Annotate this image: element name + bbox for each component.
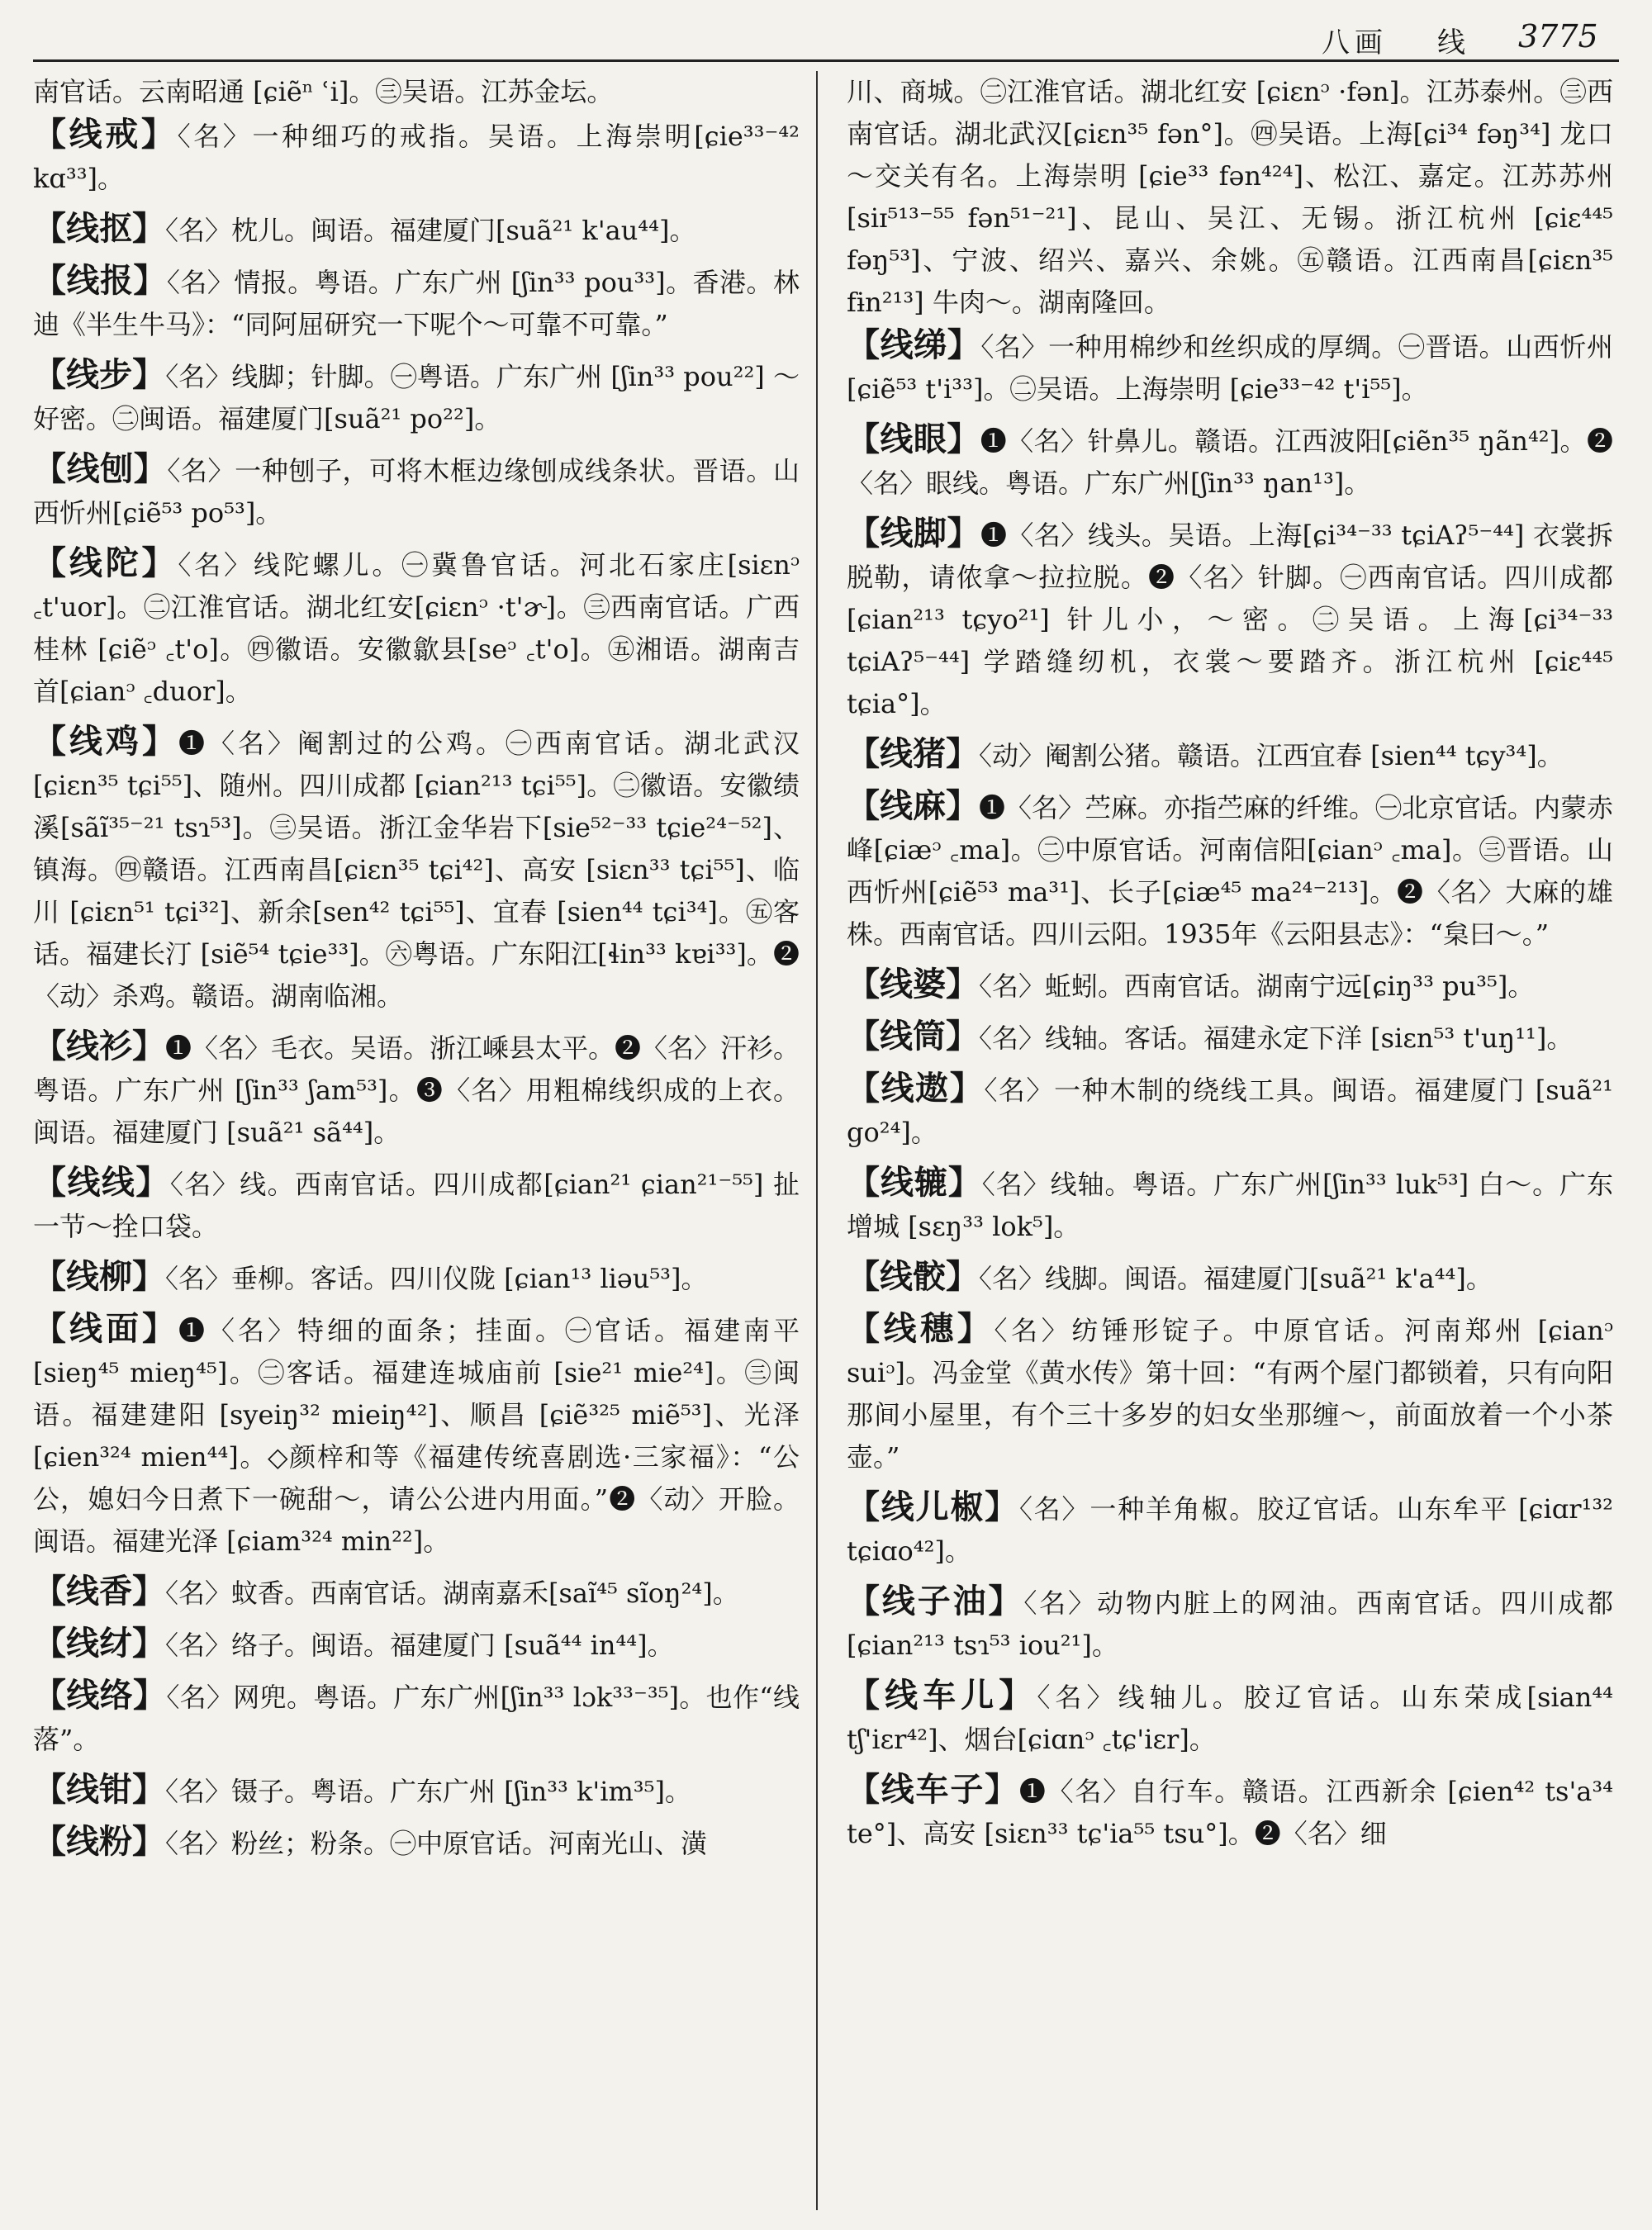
dictionary-entry xyxy=(847,963,1613,1008)
dictionary-entry xyxy=(33,448,800,534)
dictionary-entry xyxy=(33,720,800,1018)
entry-headword: 【线戒】 xyxy=(33,115,178,154)
entry-definition: 〈名〉一种细巧的戒指。吴语。上海崇明[ɕie³³⁻⁴² kɑ³³]。 xyxy=(33,121,800,194)
entry-headword: 【线抠】 xyxy=(33,209,165,248)
entry-definition: ❶〈名〉特细的面条；挂面。㊀官话。福建南平 [sieŋ⁴⁵ mieŋ⁴⁵]。㊁客话。福建连城庙前 [sie²¹ mie²⁴]。㊂闽语。福建建阳 [syeiŋ³² mieiŋ⁴²]、顺昌 [ɕiẽ³²⁵ miẽ⁵³]、光泽[ɕien³²⁴ mien⁴⁴]。◇颜梓和等《福建传统喜剧选·三家福》：“公公，媳妇今日煮下一碗甜～，请公公进内用面。”❷〈动〉开脸。闽语。福建光泽 [ɕiam³²⁴ min²²]。 xyxy=(33,1315,800,1557)
dictionary-entry xyxy=(847,1255,1613,1300)
entry-definition: 〈名〉镊子。粤语。广东广州 [ʃin³³ k'im³⁵]。 xyxy=(165,1776,691,1807)
dictionary-entry xyxy=(847,1161,1613,1248)
entry-headword: 【线儿椒】 xyxy=(847,1487,1019,1526)
entry-definition: 〈名〉线轴。客话。福建永定下洋 [siɛn⁵³ t'uŋ¹¹]。 xyxy=(979,1022,1574,1054)
entry-headword: 【线䌶】 xyxy=(33,1624,165,1663)
entry-headword: 【线脚】 xyxy=(847,514,980,553)
dictionary-entry xyxy=(847,324,1613,410)
entry-headword: 【线面】 xyxy=(33,1309,178,1348)
dictionary-entry xyxy=(33,1307,800,1563)
entry-definition: 〈名〉线轴儿。胶辽官话。山东荣成[sian⁴⁴ tʃ'iɛr⁴²]、烟台[ɕiɑnᵓ ꜀tɕ'iɛr]。 xyxy=(847,1682,1613,1755)
entry-definition: 〈名〉垂柳。客话。四川仪陇 [ɕian¹³ liəu⁵³]。 xyxy=(165,1263,708,1294)
dictionary-entry xyxy=(847,733,1613,777)
entry-definition: 〈名〉线脚；针脚。㊀粤语。广东广州 [ʃin³³ pou²²] ～好密。㊁闽语。福建厦门[suã²¹ po²²]。 xyxy=(33,361,800,434)
entry-definition: 〈名〉线脚。闽语。福建厦门[suã²¹ k'a⁴⁴]。 xyxy=(979,1263,1493,1294)
entry-headword: 【线车儿】 xyxy=(847,1676,1037,1715)
entry-headword: 【线络】 xyxy=(33,1676,167,1715)
section-character: 线 xyxy=(1437,26,1465,59)
entry-headword: 【线婆】 xyxy=(847,965,979,1004)
entry-definition: 〈名〉一种羊角椒。胶辽官话。山东牟平 [ɕiɑr¹³² tɕiɑo⁴²]。 xyxy=(847,1493,1613,1567)
dictionary-entry xyxy=(847,512,1613,725)
entry-headword: 【线穗】 xyxy=(847,1309,995,1348)
continuation-text: 南官话。云南昭通 [ɕiẽⁿ ʿi]。㊂吴语。江苏金坛。 xyxy=(33,76,614,107)
entry-headword: 【线步】 xyxy=(33,355,166,394)
dictionary-entry xyxy=(33,542,800,713)
dictionary-entry xyxy=(33,1820,800,1865)
entry-definition: ❶〈名〉自行车。赣语。江西新余 [ɕien⁴² ts'a³⁴ te°]、高安 [siɛn³³ tɕ'ia⁵⁵ tsu°]。❷〈名〉细 xyxy=(847,1776,1613,1849)
dictionary-entry xyxy=(33,1768,800,1813)
entry-definition: ❶〈名〉毛衣。吴语。浙江嵊县太平。❷〈名〉汗衫。粤语。广东广州 [ʃin³³ ʃam⁵³]。❸〈名〉用粗棉线织成的上衣。闽语。福建厦门 [suã²¹ sã⁴⁴]。 xyxy=(33,1032,800,1148)
dictionary-entry xyxy=(847,785,1613,956)
entry-definition: 〈名〉蚊香。西南官话。湖南嘉禾[saĩ⁴⁵ sĩoŋ²⁴]。 xyxy=(165,1578,739,1609)
entry-headword: 【线香】 xyxy=(33,1572,165,1611)
entry-definition: ❶〈名〉针鼻儿。赣语。江西波阳[ɕiẽn³⁵ ŋãn⁴²]。❷〈名〉眼线。粤语。广东广州[ʃin³³ ŋan¹³]。 xyxy=(847,425,1613,499)
entry-headword: 【线陀】 xyxy=(33,543,178,582)
entry-headword: 【线刨】 xyxy=(33,449,168,488)
entry-definition: 〈名〉一种木制的绕线工具。闽语。福建厦门 [suã²¹ go²⁴]。 xyxy=(847,1075,1613,1148)
header-rule xyxy=(33,59,1619,62)
entry-headword: 【线柳】 xyxy=(33,1257,165,1296)
entry-definition: 〈名〉情报。粤语。广东广州 [ʃin³³ pou³³]。香港。林迪《半生牛马》：“同阿屈研究一下呢个～可靠不可靠。” xyxy=(33,267,800,340)
entry-headword: 【线鸡】 xyxy=(33,722,178,761)
entry-headword: 【线粉】 xyxy=(33,1822,165,1861)
entry-headword: 【线钳】 xyxy=(33,1770,165,1809)
entry-headword: 【线车子】 xyxy=(847,1770,1019,1809)
dictionary-entry xyxy=(33,1025,800,1154)
entry-definition: 〈名〉线轴。粤语。广东广州[ʃin³³ luk⁵³] 白～。广东增城 [sɛŋ³³ lok⁵]。 xyxy=(847,1169,1613,1242)
dictionary-entry xyxy=(33,353,800,440)
entry-headword: 【线猪】 xyxy=(847,734,979,773)
dictionary-entry xyxy=(847,1768,1613,1855)
entry-definition: 〈名〉一种用棉纱和丝织成的厚绸。㊀晋语。山西忻州 [ɕiẽ⁵³ t'i³³]。㊁吴语。上海崇明 [ɕie³³⁻⁴² t'i⁵⁵]。 xyxy=(847,331,1613,405)
dictionary-entry xyxy=(847,1580,1613,1667)
entry-headword: 【线筒】 xyxy=(847,1017,979,1056)
dictionary-entry xyxy=(847,1486,1613,1573)
column-divider xyxy=(816,71,818,2210)
dictionary-entry xyxy=(33,1622,800,1667)
entry-definition: 〈名〉线陀螺儿。㊀冀鲁官话。河北石家庄[siɛnᵓ ꜀t'uor]。㊁江淮官话。湖北红安[ɕiɛnᵓ ·t'ɚ]。㊂西南官话。广西桂林 [ɕiẽᵓ ꜀t'o]。㊃徽语。安徽歙县[seᵓ ꜀t'o]。㊄湘语。湖南吉首[ɕianᵓ ꜀duor]。 xyxy=(33,549,800,707)
dictionary-entry xyxy=(33,207,800,252)
dictionary-entry xyxy=(33,259,800,346)
entry-definition: 〈名〉纺锤形锭子。中原官话。河南郑州 [ɕianᵓ suiᵓ]。冯金堂《黄水传》第十回：“有两个屋门都锁着，只有向阳那间小屋里，有个三十多岁的妇女坐那缠～，前面放着一个小茶壶。” xyxy=(847,1315,1613,1473)
entry-headword: 【线报】 xyxy=(33,261,167,300)
left-column xyxy=(33,71,800,2214)
dictionary-entry xyxy=(847,1674,1613,1761)
entry-definition: 〈名〉动物内脏上的网油。西南官话。四川成都 [ɕian²¹³ tsɿ⁵³ iou²¹]。 xyxy=(847,1587,1613,1661)
entry-headword: 【线子油】 xyxy=(847,1582,1024,1620)
section-label: 八画 xyxy=(1322,26,1388,59)
dictionary-entry xyxy=(847,418,1613,505)
entry-definition: 〈名〉一种刨子，可将木框边缘刨成线条状。晋语。山西忻州[ɕiẽ⁵³ po⁵³]。 xyxy=(33,455,800,529)
entry-headword: 【线衫】 xyxy=(33,1027,165,1065)
entry-definition: 〈名〉网兜。粤语。广东广州[ʃin³³ lɔk³³⁻³⁵]。也作“线落”。 xyxy=(33,1682,800,1755)
entry-definition: 〈名〉线。西南官话。四川成都[ɕian²¹ ɕian²¹⁻⁵⁵] 扯一节～拴口袋。 xyxy=(33,1169,800,1242)
entry-definition: 〈动〉阉割公猪。赣语。江西宜春 [sien⁴⁴ tɕy³⁴]。 xyxy=(979,740,1564,771)
entry-headword: 【线麻】 xyxy=(847,786,979,825)
dictionary-entry xyxy=(33,1161,800,1248)
entry-definition: ❶〈名〉苎麻。亦指苎麻的纤维。㊀北京官话。内蒙赤峰[ɕiæᵓ ꜀ma]。㊁中原官话。河南信阳[ɕianᵓ ꜀ma]。㊂晋语。山西忻州[ɕiẽ⁵³ ma³¹]、长子[ɕiæ⁴⁵ ma²⁴⁻²¹³]。❷〈名〉大麻的雄株。西南官话。四川云阳。1935年《云阳县志》：“枲曰～。” xyxy=(847,792,1613,950)
continuation-text: 川、商城。㊁江淮官话。湖北红安 [ɕiɛnᵓ ·fən]。江苏泰州。㊂西南官话。湖北武汉[ɕiɛn³⁵ fən°]。㊃吴语。上海[ɕi³⁴ fəŋ³⁴] 龙口～交关有名。上海崇明 [ɕie³³ fən⁴²⁴]、松江、嘉定。江苏苏州 [siɪ⁵¹³⁻⁵⁵ fən⁵¹⁻²¹]、昆山、吴江、无锡。浙江杭州 [ɕiɛ⁴⁴⁵ fəŋ⁵³]、宁波、绍兴、嘉兴、余姚。㊄赣语。江西南昌[ɕiɛn³⁵ fɨn²¹³] 牛肉～。湖南隆回。 xyxy=(847,76,1613,318)
entry-headword: 【线辘】 xyxy=(847,1163,982,1202)
dictionary-entry xyxy=(847,1307,1613,1478)
entry-headword: 【线骹】 xyxy=(847,1257,979,1296)
entry-definition: 〈名〉蚯蚓。西南官话。湖南宁远[ɕiŋ³³ pu³⁵]。 xyxy=(979,970,1535,1002)
dictionary-entry xyxy=(33,1570,800,1615)
dictionary-entry xyxy=(33,1255,800,1300)
entry-headword: 【线线】 xyxy=(33,1163,170,1202)
right-entry-list xyxy=(847,324,1613,1855)
entry-definition: ❶〈名〉阉割过的公鸡。㊀西南官话。湖北武汉[ɕiɛn³⁵ tɕi⁵⁵]、随州。四川成都 [ɕian²¹³ tɕi⁵⁵]。㊁徽语。安徽绩溪[sãĩ³⁵⁻²¹ tsɿ⁵³]。㊂吴语。浙江金华岩下[sie⁵²⁻³³ tɕie²⁴⁻⁵²]、镇海。㊃赣语。江西南昌[ɕiɛn³⁵ tɕi⁴²]、高安 [siɛn³³ tɕi⁵⁵]、临川 [ɕiɛn⁵¹ tɕi³²]、新余[sen⁴² tɕi⁵⁵]、宜春 [sien⁴⁴ tɕi³⁴]。㊄客话。福建长汀 [siẽ⁵⁴ tɕie³³]。㊅粤语。广东阳江[ɬin³³ kɐi³³]。❷〈动〉杀鸡。赣语。湖南临湘。 xyxy=(33,728,800,1012)
entry-definition: 〈名〉络子。闽语。福建厦门 [suã⁴⁴ in⁴⁴]。 xyxy=(165,1630,674,1661)
entry-headword: 【线遨】 xyxy=(847,1069,985,1108)
page-header xyxy=(0,0,1652,66)
page-number: 3775 xyxy=(1518,18,1598,55)
entry-headword: 【线眼】 xyxy=(847,420,980,458)
dictionary-entry xyxy=(847,1015,1613,1060)
dictionary-entry xyxy=(847,1067,1613,1154)
dictionary-entry xyxy=(33,1674,800,1761)
entry-definition: 〈名〉枕儿。闽语。福建厦门[suã²¹ k'au⁴⁴]。 xyxy=(165,215,696,246)
dictionary-entry xyxy=(33,113,800,200)
entry-definition: ❶〈名〉线头。吴语。上海[ɕi³⁴⁻³³ tɕiAʔ⁵⁻⁴⁴] 衣裳拆脱勒，请侬拿～拉拉脱。❷〈名〉针脚。㊀西南官话。四川成都 [ɕian²¹³ tɕyo²¹] 针儿小，～密。㊁吴语。上海[ɕi³⁴⁻³³ tɕiAʔ⁵⁻⁴⁴] 学踏缝纫机，衣裳～要踏齐。浙江杭州 [ɕiɛ⁴⁴⁵ tɕia°]。 xyxy=(847,520,1613,719)
left-entry-list xyxy=(33,113,800,1865)
right-column xyxy=(847,71,1613,2214)
entry-headword: 【线绨】 xyxy=(847,325,981,364)
entry-definition: 〈名〉粉丝；粉条。㊀中原官话。河南光山、潢 xyxy=(165,1828,708,1859)
